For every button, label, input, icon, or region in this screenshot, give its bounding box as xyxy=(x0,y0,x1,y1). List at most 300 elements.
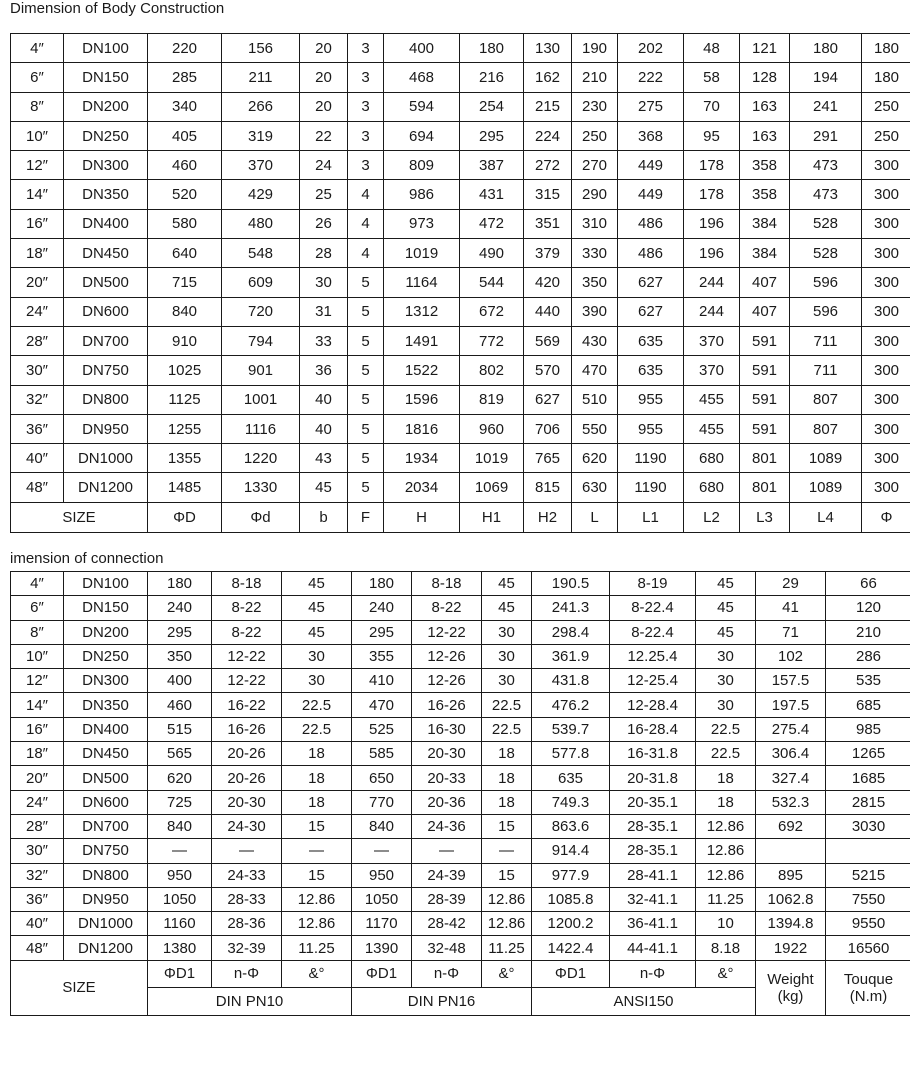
table-cell: 640 xyxy=(148,239,222,268)
table-cell: DN250 xyxy=(64,644,148,668)
table-row xyxy=(11,326,910,355)
column-header: ΦD1 xyxy=(148,960,212,987)
table-cell: 20-33 xyxy=(412,766,482,790)
table-cell: 431 xyxy=(460,180,524,209)
table-cell: 8.18 xyxy=(696,936,756,960)
table-cell: 244 xyxy=(684,268,740,297)
table-cell: 128 xyxy=(740,63,790,92)
table-cell: 16-26 xyxy=(412,693,482,717)
table-cell: 8-22 xyxy=(212,596,282,620)
table-cell: 45 xyxy=(696,596,756,620)
table-cell: 10″ xyxy=(11,121,64,150)
table-cell: 510 xyxy=(572,385,618,414)
column-header: b xyxy=(300,502,348,532)
table-cell: 351 xyxy=(524,209,572,238)
table-cell: 801 xyxy=(740,473,790,502)
table-cell: 18″ xyxy=(11,239,64,268)
table-cell: 2034 xyxy=(384,473,460,502)
table-cell: 210 xyxy=(826,620,910,644)
table-cell: 45 xyxy=(482,572,532,596)
table-cell: 7550 xyxy=(826,887,910,911)
table-cell: 596 xyxy=(790,268,862,297)
table-cell: 266 xyxy=(222,92,300,121)
table-cell: 1019 xyxy=(384,239,460,268)
table-cell: 749.3 xyxy=(532,790,610,814)
table-cell: 1050 xyxy=(148,887,212,911)
table-cell: 24-36 xyxy=(412,814,482,838)
table-cell: 486 xyxy=(618,239,684,268)
table-cell: 28 xyxy=(300,239,348,268)
table-cell: 12.25.4 xyxy=(610,644,696,668)
table-cell: 28-36 xyxy=(212,912,282,936)
table-cell: DN250 xyxy=(64,121,148,150)
table-cell: 5 xyxy=(348,385,384,414)
table-cell: 594 xyxy=(384,92,460,121)
table-cell: 40 xyxy=(300,414,348,443)
table-cell: 706 xyxy=(524,414,572,443)
table-cell: DN800 xyxy=(64,863,148,887)
table-cell: 30 xyxy=(300,268,348,297)
table-cell: 300 xyxy=(862,414,910,443)
table-cell: 1522 xyxy=(384,356,460,385)
table-row xyxy=(11,644,910,668)
table-cell: 680 xyxy=(684,473,740,502)
table-cell: 405 xyxy=(148,121,222,150)
table-cell: 190 xyxy=(572,34,618,63)
table-cell: DN500 xyxy=(64,766,148,790)
table-cell: 635 xyxy=(618,326,684,355)
table-cell: 1050 xyxy=(352,887,412,911)
table-cell: 291 xyxy=(790,121,862,150)
table-row xyxy=(11,473,910,502)
table-cell: 986 xyxy=(384,180,460,209)
table-cell: 24 xyxy=(300,151,348,180)
table-cell: 20 xyxy=(300,34,348,63)
table-cell: DN100 xyxy=(64,572,148,596)
table-cell: 955 xyxy=(618,385,684,414)
table-cell: 298.4 xyxy=(532,620,610,644)
table-row xyxy=(11,912,910,936)
table-cell: 440 xyxy=(524,297,572,326)
table-cell: 18 xyxy=(282,790,352,814)
table-cell: 12.86 xyxy=(482,912,532,936)
table-cell: 12″ xyxy=(11,151,64,180)
column-header: &° xyxy=(282,960,352,987)
table-cell: 1922 xyxy=(756,936,826,960)
table-cell: 1394.8 xyxy=(756,912,826,936)
table-cell: 1190 xyxy=(618,473,684,502)
table-cell: 11.25 xyxy=(482,936,532,960)
table-cell: 985 xyxy=(826,717,910,741)
table-cell: 3 xyxy=(348,63,384,92)
table-cell: 1312 xyxy=(384,297,460,326)
table-cell: 569 xyxy=(524,326,572,355)
table-cell: 300 xyxy=(862,356,910,385)
table-cell: 596 xyxy=(790,297,862,326)
table-cell: 300 xyxy=(862,239,910,268)
table-cell: 548 xyxy=(222,239,300,268)
table-cell: 794 xyxy=(222,326,300,355)
table-cell: 1934 xyxy=(384,444,460,473)
table-cell: 36-41.1 xyxy=(610,912,696,936)
table-cell: 472 xyxy=(460,209,524,238)
table-row xyxy=(11,444,910,473)
column-header: L3 xyxy=(740,502,790,532)
table-cell: 194 xyxy=(790,63,862,92)
table-cell: 901 xyxy=(222,356,300,385)
table-cell: 12″ xyxy=(11,669,64,693)
table-cell: 202 xyxy=(618,34,684,63)
table-cell: 26 xyxy=(300,209,348,238)
table-row xyxy=(11,669,910,693)
table-cell: 40 xyxy=(300,385,348,414)
table-cell: 470 xyxy=(352,693,412,717)
table-cell: 570 xyxy=(524,356,572,385)
table-cell: 300 xyxy=(862,444,910,473)
table-cell: 1255 xyxy=(148,414,222,443)
table-cell: 120 xyxy=(826,596,910,620)
torque-label: Touque xyxy=(843,970,894,988)
table-row xyxy=(11,596,910,620)
table-cell: 30″ xyxy=(11,356,64,385)
table-cell: DN750 xyxy=(64,356,148,385)
table-cell: 28-41.1 xyxy=(610,863,696,887)
table-cell xyxy=(756,839,826,863)
table-cell: 4″ xyxy=(11,34,64,63)
table-cell: 1116 xyxy=(222,414,300,443)
table-cell: 163 xyxy=(740,121,790,150)
table-cell: 520 xyxy=(148,180,222,209)
table-cell: 16-30 xyxy=(412,717,482,741)
table-cell: 535 xyxy=(826,669,910,693)
table-cell: 840 xyxy=(352,814,412,838)
table-cell: 16″ xyxy=(11,209,64,238)
table-cell: 715 xyxy=(148,268,222,297)
table-cell: 765 xyxy=(524,444,572,473)
table-cell: 1085.8 xyxy=(532,887,610,911)
table-cell: 22.5 xyxy=(482,693,532,717)
table-cell: DN1000 xyxy=(64,912,148,936)
table-cell: 620 xyxy=(148,766,212,790)
table-cell: DN200 xyxy=(64,92,148,121)
table-cell: 449 xyxy=(618,180,684,209)
table-cell: 224 xyxy=(524,121,572,150)
table-cell: 5 xyxy=(348,356,384,385)
table-cell: 163 xyxy=(740,92,790,121)
table-cell: 802 xyxy=(460,356,524,385)
table-cell: 2815 xyxy=(826,790,910,814)
table-cell: 300 xyxy=(862,473,910,502)
table-row xyxy=(11,180,910,209)
column-header: Φ xyxy=(862,502,910,532)
table-cell: 20-30 xyxy=(212,790,282,814)
table-cell: 11.25 xyxy=(696,887,756,911)
table-cell: 20-26 xyxy=(212,742,282,766)
table-cell: 319 xyxy=(222,121,300,150)
table-cell: 216 xyxy=(460,63,524,92)
table-cell: 178 xyxy=(684,151,740,180)
table-cell: 157.5 xyxy=(756,669,826,693)
table-row xyxy=(11,717,910,741)
table-row xyxy=(11,356,910,385)
connection-title: imension of connection xyxy=(10,550,164,567)
table-row xyxy=(11,121,910,150)
table-cell: 585 xyxy=(352,742,412,766)
table-cell: 24-33 xyxy=(212,863,282,887)
table-row xyxy=(11,92,910,121)
table-cell: 30 xyxy=(696,669,756,693)
table-cell: 627 xyxy=(618,268,684,297)
table-row xyxy=(11,572,910,596)
table-cell: 18 xyxy=(696,790,756,814)
table-cell: 1089 xyxy=(790,444,862,473)
table-cell: 3 xyxy=(348,34,384,63)
table-row xyxy=(11,790,910,814)
column-header: n-Φ xyxy=(412,960,482,987)
table-cell: 20″ xyxy=(11,268,64,297)
table-cell: 285 xyxy=(148,63,222,92)
table-cell: 18″ xyxy=(11,742,64,766)
table-cell: 12.86 xyxy=(282,912,352,936)
table-cell: 4 xyxy=(348,239,384,268)
table-cell: DN700 xyxy=(64,326,148,355)
weight-header xyxy=(756,960,826,1015)
table-cell: 300 xyxy=(862,385,910,414)
table-cell: 30 xyxy=(696,644,756,668)
table-cell: 455 xyxy=(684,414,740,443)
table-cell: 350 xyxy=(572,268,618,297)
table-cell: 18 xyxy=(482,766,532,790)
size-header: SIZE xyxy=(11,502,148,532)
table-cell: 1491 xyxy=(384,326,460,355)
table-cell: 863.6 xyxy=(532,814,610,838)
table-cell: 12.86 xyxy=(696,863,756,887)
table-cell: 180 xyxy=(862,63,910,92)
table-cell: 12.86 xyxy=(282,887,352,911)
table-cell: 6″ xyxy=(11,596,64,620)
table-cell: 300 xyxy=(862,268,910,297)
table-cell: 950 xyxy=(148,863,212,887)
table-cell: 197.5 xyxy=(756,693,826,717)
table-footer-row xyxy=(11,502,910,532)
torque-unit: (N.m) xyxy=(849,987,888,1005)
table-cell: 9550 xyxy=(826,912,910,936)
table-cell: 539.7 xyxy=(532,717,610,741)
table-cell: 8-19 xyxy=(610,572,696,596)
table-cell: 685 xyxy=(826,693,910,717)
table-cell: 8-18 xyxy=(212,572,282,596)
table-cell: 407 xyxy=(740,268,790,297)
table-cell: 12.86 xyxy=(696,814,756,838)
table-cell: 8-22.4 xyxy=(610,596,696,620)
table-cell: 1200.2 xyxy=(532,912,610,936)
table-cell: 635 xyxy=(532,766,610,790)
table-cell: 525 xyxy=(352,717,412,741)
size-header: SIZE xyxy=(11,960,148,1015)
table-cell: 3 xyxy=(348,151,384,180)
table-cell: 807 xyxy=(790,385,862,414)
table-cell: 28″ xyxy=(11,814,64,838)
table-cell: 3 xyxy=(348,92,384,121)
table-cell: 694 xyxy=(384,121,460,150)
table-cell: 361.9 xyxy=(532,644,610,668)
table-cell: 470 xyxy=(572,356,618,385)
table-cell: 45 xyxy=(282,572,352,596)
table-cell: 20-35.1 xyxy=(610,790,696,814)
table-cell: 32″ xyxy=(11,863,64,887)
table-row xyxy=(11,209,910,238)
table-cell: 20-26 xyxy=(212,766,282,790)
table-cell: 1089 xyxy=(790,473,862,502)
table-cell: 4″ xyxy=(11,572,64,596)
table-cell: 95 xyxy=(684,121,740,150)
table-cell: DN400 xyxy=(64,717,148,741)
table-cell: 44-41.1 xyxy=(610,936,696,960)
table-cell: 16-31.8 xyxy=(610,742,696,766)
connection-table xyxy=(10,571,910,1016)
table-cell: 156 xyxy=(222,34,300,63)
table-cell: 295 xyxy=(460,121,524,150)
table-cell: 5215 xyxy=(826,863,910,887)
table-cell: 16-28.4 xyxy=(610,717,696,741)
column-header: ΦD1 xyxy=(532,960,610,987)
table-row xyxy=(11,620,910,644)
table-cell: 36″ xyxy=(11,414,64,443)
column-header: H2 xyxy=(524,502,572,532)
table-cell: 22.5 xyxy=(696,717,756,741)
table-row xyxy=(11,268,910,297)
table-cell: 20-36 xyxy=(412,790,482,814)
table-cell: 22.5 xyxy=(282,717,352,741)
table-cell: 340 xyxy=(148,92,222,121)
table-cell: 30″ xyxy=(11,839,64,863)
table-cell: 102 xyxy=(756,644,826,668)
table-row xyxy=(11,742,910,766)
table-cell: 300 xyxy=(862,209,910,238)
table-cell: 1220 xyxy=(222,444,300,473)
table-cell: 33 xyxy=(300,326,348,355)
table-cell: 620 xyxy=(572,444,618,473)
table-cell: 5 xyxy=(348,444,384,473)
table-cell: 840 xyxy=(148,297,222,326)
table-cell: 315 xyxy=(524,180,572,209)
table-cell: 379 xyxy=(524,239,572,268)
table-cell: 370 xyxy=(222,151,300,180)
table-cell: 355 xyxy=(352,644,412,668)
table-cell: 460 xyxy=(148,693,212,717)
table-cell: 16560 xyxy=(826,936,910,960)
table-cell: 71 xyxy=(756,620,826,644)
table-cell: 18 xyxy=(696,766,756,790)
table-cell: 30 xyxy=(482,644,532,668)
table-cell: 358 xyxy=(740,180,790,209)
table-cell: 180 xyxy=(352,572,412,596)
table-cell: 680 xyxy=(684,444,740,473)
table-cell: 30 xyxy=(696,693,756,717)
standard-group-header: DIN PN16 xyxy=(352,987,532,1015)
table-cell: 300 xyxy=(862,297,910,326)
table-cell: 30 xyxy=(482,620,532,644)
table-cell: 215 xyxy=(524,92,572,121)
table-cell: 41 xyxy=(756,596,826,620)
column-header: L1 xyxy=(618,502,684,532)
table-cell: 468 xyxy=(384,63,460,92)
table-cell: 240 xyxy=(148,596,212,620)
table-cell: 300 xyxy=(862,326,910,355)
table-cell: 327.4 xyxy=(756,766,826,790)
table-cell: DN450 xyxy=(64,239,148,268)
table-cell: 429 xyxy=(222,180,300,209)
table-cell: 5 xyxy=(348,414,384,443)
table-cell: 1170 xyxy=(352,912,412,936)
table-cell: DN450 xyxy=(64,742,148,766)
table-row xyxy=(11,63,910,92)
table-cell: 290 xyxy=(572,180,618,209)
table-cell: 400 xyxy=(384,34,460,63)
table-cell: 1160 xyxy=(148,912,212,936)
table-cell: 196 xyxy=(684,239,740,268)
table-cell: 32-48 xyxy=(412,936,482,960)
table-cell: 486 xyxy=(618,209,684,238)
table-cell: — xyxy=(148,839,212,863)
table-cell: 20-30 xyxy=(412,742,482,766)
table-cell: 1422.4 xyxy=(532,936,610,960)
table-cell: 8-22 xyxy=(212,620,282,644)
table-cell: 24-30 xyxy=(212,814,282,838)
table-cell: 544 xyxy=(460,268,524,297)
table-cell: 20″ xyxy=(11,766,64,790)
table-cell: 12.86 xyxy=(696,839,756,863)
table-cell: 1025 xyxy=(148,356,222,385)
table-cell: 240 xyxy=(352,596,412,620)
table-cell: 577.8 xyxy=(532,742,610,766)
table-cell: 12-26 xyxy=(412,669,482,693)
torque-header xyxy=(826,960,910,1015)
table-cell: 295 xyxy=(352,620,412,644)
table-cell: DN700 xyxy=(64,814,148,838)
table-cell: 43 xyxy=(300,444,348,473)
table-cell: 272 xyxy=(524,151,572,180)
table-cell: 250 xyxy=(572,121,618,150)
table-cell: 28-42 xyxy=(412,912,482,936)
table-cell: DN750 xyxy=(64,839,148,863)
table-cell: DN350 xyxy=(64,693,148,717)
table-cell: 24″ xyxy=(11,790,64,814)
table-cell: 650 xyxy=(352,766,412,790)
table-cell: DN500 xyxy=(64,268,148,297)
table-cell: 45 xyxy=(696,620,756,644)
table-cell: 5 xyxy=(348,297,384,326)
table-cell: 8″ xyxy=(11,620,64,644)
table-cell: 220 xyxy=(148,34,222,63)
table-row xyxy=(11,863,910,887)
table-cell: 1019 xyxy=(460,444,524,473)
column-header: ΦD xyxy=(148,502,222,532)
table-cell: 914.4 xyxy=(532,839,610,863)
table-cell: 178 xyxy=(684,180,740,209)
table-cell: 241 xyxy=(790,92,862,121)
table-cell: 1164 xyxy=(384,268,460,297)
table-cell: 3 xyxy=(348,121,384,150)
table-row xyxy=(11,34,910,63)
table-cell: 32-39 xyxy=(212,936,282,960)
table-cell: 12-22 xyxy=(412,620,482,644)
table-cell: 387 xyxy=(460,151,524,180)
table-cell: DN600 xyxy=(64,297,148,326)
table-cell: 48 xyxy=(684,34,740,63)
table-cell: 180 xyxy=(460,34,524,63)
table-cell: 295 xyxy=(148,620,212,644)
